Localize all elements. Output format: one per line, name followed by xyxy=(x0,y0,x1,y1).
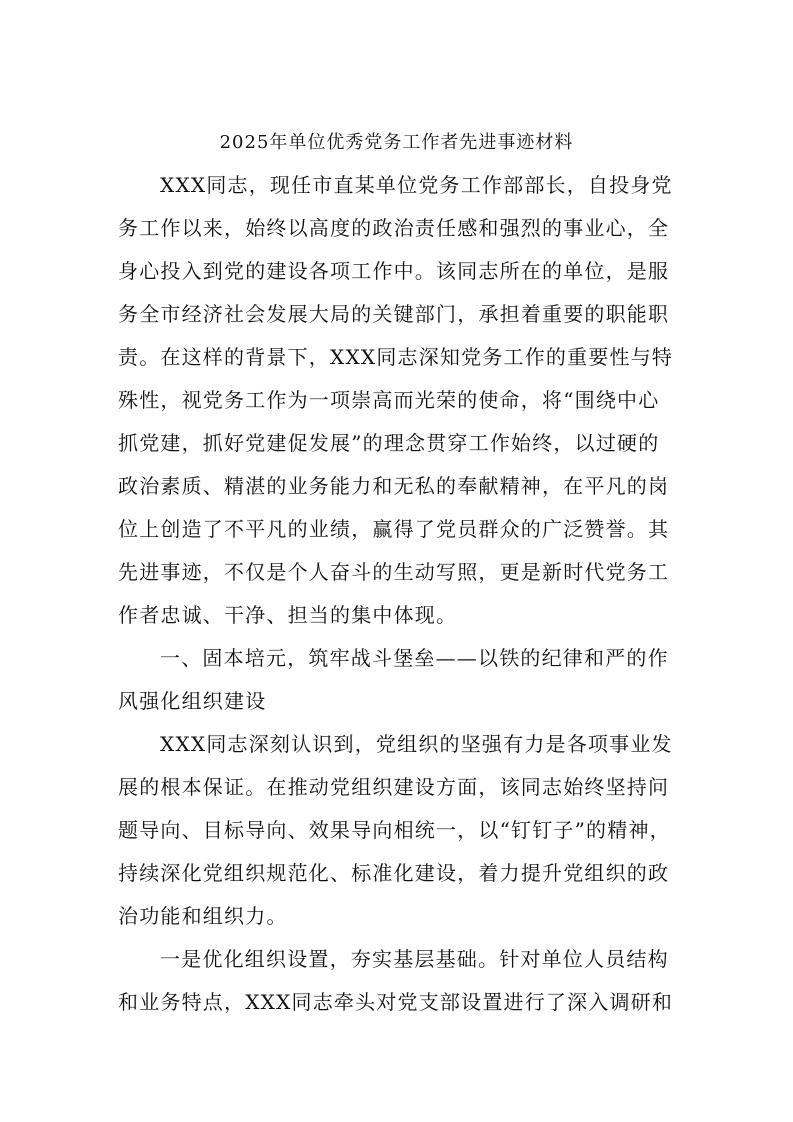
paragraph-line: 责。在这样的背景下，XXX同志深知党务工作的重要性与特 xyxy=(118,345,674,369)
paragraph-line: 治功能和组织力。 xyxy=(118,904,288,928)
paragraph-line: 先进事迹，不仅是个人奋斗的生动写照，更是新时代党务工 xyxy=(118,560,670,584)
paragraph-line: 展的根本保证。在推动党组织建设方面，该同志始终坚持问 xyxy=(118,775,670,799)
paragraph-line: XXX同志深刻认识到，党组织的坚强有力是各项事业发 xyxy=(160,732,673,756)
paragraph-line: 一是优化组织设置，夯实基层基础。针对单位人员结构 xyxy=(160,947,669,971)
paragraph-line: 位上创造了不平凡的业绩，赢得了党员群众的广泛赞誉。其 xyxy=(118,517,670,541)
paragraph-line: 殊性，视党务工作为一项崇高而光荣的使命，将“围绕中心 xyxy=(118,388,660,412)
paragraph-line: 抓党建，抓好党建促发展”的理念贯穿工作始终，以过硬的 xyxy=(118,431,660,455)
section-heading-line: 风强化组织建设 xyxy=(118,689,267,713)
paragraph-line: 题导向、目标导向、效果导向相统一，以“钉钉子”的精神， xyxy=(118,818,671,842)
section-heading-line: 一、固本培元，筑牢战斗堡垒——以铁的纪律和严的作 xyxy=(160,646,669,670)
paragraph-line: 持续深化党组织规范化、标准化建设，着力提升党组织的政 xyxy=(118,861,670,885)
paragraph-line: 和业务特点，XXX同志牵头对党支部设置进行了深入调研和 xyxy=(118,990,674,1014)
paragraph-line: 政治素质、精湛的业务能力和无私的奉献精神，在平凡的岗 xyxy=(118,474,670,498)
paragraph-line: XXX同志，现任市直某单位党务工作部部长，自投身党 xyxy=(160,173,673,197)
document-title: 2025年单位优秀党务工作者先进事迹材料 xyxy=(219,132,574,153)
paragraph-line: 务全市经济社会发展大局的关键部门，承担着重要的职能职 xyxy=(118,302,670,326)
paragraph-line: 身心投入到党的建设各项工作中。该同志所在的单位，是服 xyxy=(118,259,670,283)
paragraph-line: 务工作以来，始终以高度的政治责任感和强烈的事业心，全 xyxy=(118,216,670,240)
paragraph-line: 作者忠诚、干净、担当的集中体现。 xyxy=(118,603,458,627)
